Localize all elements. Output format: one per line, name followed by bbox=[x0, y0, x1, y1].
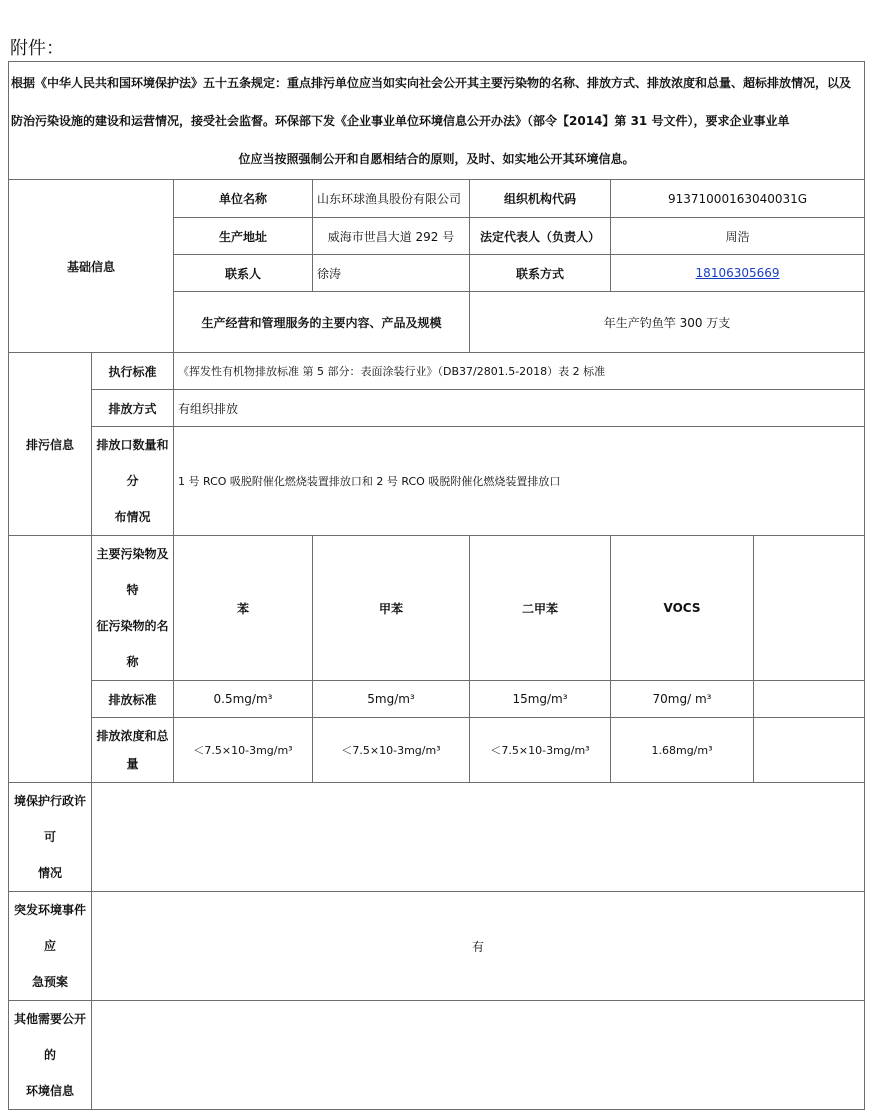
pollutant-name-blank bbox=[754, 536, 865, 681]
pollutant-name: 二甲苯 bbox=[470, 536, 611, 681]
environment-info-table bbox=[8, 61, 865, 1110]
emission-standard-value: 15mg/m³ bbox=[470, 681, 611, 718]
emergency-label bbox=[9, 892, 92, 1001]
concentration-label-line1: 排放浓度和总 bbox=[96, 729, 169, 743]
pollutant-section-blank bbox=[9, 536, 92, 783]
business-label: 生产经营和管理服务的主要内容、产品及规模 bbox=[174, 292, 470, 353]
contact-value: 徐涛 bbox=[313, 255, 470, 292]
pollutant-name-label bbox=[92, 536, 174, 681]
intro-last-line: 位应当按照强制公开和自愿相结合的原则，及时、如实地公开其环境信息。 bbox=[238, 151, 635, 166]
outlets-label-line2: 布情况 bbox=[114, 510, 151, 524]
permit-label-line1: 境保护行政许可 bbox=[13, 794, 86, 844]
pollutant-name-label-line2: 征污染物的名称 bbox=[96, 619, 169, 669]
emission-standard-value: 70mg/ m³ bbox=[611, 681, 754, 718]
method-label: 排放方式 bbox=[92, 390, 174, 427]
address-label: 生产地址 bbox=[174, 218, 313, 255]
legal-rep-label: 法定代表人（负责人） bbox=[470, 218, 611, 255]
pollutant-name: 苯 bbox=[174, 536, 313, 681]
legal-rep-value: 周浩 bbox=[611, 218, 865, 255]
other-info-label-line2: 环境信息 bbox=[25, 1084, 74, 1098]
phone-link[interactable]: 18106305669 bbox=[695, 266, 780, 280]
standard-label: 执行标准 bbox=[92, 353, 174, 390]
intro-paragraph bbox=[9, 62, 865, 180]
basic-info-section-label: 基础信息 bbox=[9, 180, 174, 353]
pollutant-name: VOCS bbox=[611, 536, 754, 681]
emergency-value: 有 bbox=[92, 892, 865, 1001]
concentration-value: 1.68mg/m³ bbox=[611, 718, 754, 783]
concentration-label-line2: 量 bbox=[126, 757, 139, 771]
emission-standard-blank bbox=[754, 681, 865, 718]
outlets-label bbox=[92, 427, 174, 536]
other-info-label-line1: 其他需要公开的 bbox=[13, 1012, 86, 1062]
outlets-label-line1: 排放口数量和分 bbox=[96, 438, 169, 488]
concentration-value: ＜7.5×10-3mg/m³ bbox=[313, 718, 470, 783]
permit-value bbox=[92, 783, 865, 892]
method-value: 有组织排放 bbox=[174, 390, 865, 427]
unit-name-value: 山东环球渔具股份有限公司 bbox=[313, 180, 470, 218]
phone-cell bbox=[611, 255, 865, 292]
org-code-label: 组织机构代码 bbox=[470, 180, 611, 218]
other-info-value bbox=[92, 1001, 865, 1110]
unit-name-label: 单位名称 bbox=[174, 180, 313, 218]
permit-label-line2: 情况 bbox=[37, 866, 62, 880]
emission-standard-label: 排放标准 bbox=[92, 681, 174, 718]
business-value: 年生产钓鱼竿 300 万支 bbox=[470, 292, 865, 353]
pollutant-name-label-line1: 主要污染物及特 bbox=[96, 547, 169, 597]
emission-standard-value: 5mg/m³ bbox=[313, 681, 470, 718]
permit-label bbox=[9, 783, 92, 892]
attachment-label: 附件： bbox=[10, 38, 64, 59]
concentration-label bbox=[92, 718, 174, 783]
outlets-value: 1 号 RCO 吸脱附催化燃烧装置排放口和 2 号 RCO 吸脱附催化燃烧装置排放口 bbox=[174, 427, 865, 536]
emergency-label-line1: 突发环境事件应 bbox=[13, 903, 86, 953]
pollutant-name: 甲苯 bbox=[313, 536, 470, 681]
concentration-value: ＜7.5×10-3mg/m³ bbox=[470, 718, 611, 783]
standard-value: 《挥发性有机物排放标准 第 5 部分：表面涂装行业》（DB37/2801.5-2018）表 2 标准 bbox=[174, 353, 865, 390]
emission-standard-value: 0.5mg/m³ bbox=[174, 681, 313, 718]
emergency-label-line2: 急预案 bbox=[31, 975, 68, 989]
other-info-label bbox=[9, 1001, 92, 1110]
address-value: 威海市世昌大道 292 号 bbox=[313, 218, 470, 255]
concentration-value: ＜7.5×10-3mg/m³ bbox=[174, 718, 313, 783]
contact-label: 联系人 bbox=[174, 255, 313, 292]
discharge-section-label: 排污信息 bbox=[9, 353, 92, 536]
phone-label: 联系方式 bbox=[470, 255, 611, 292]
org-code-value: 91371000163040031G bbox=[611, 180, 865, 218]
intro-main-text: 根据《中华人民共和国环境保护法》五十五条规定：重点排污单位应当如实向社会公开其主要污染物的名称、排放方式、排放浓度和总量、超标排放情况，以及防治污染设施的建设和运营情况，接受社会监督。环保部下发《企业事业单位环境信息公开办法》（部令【2014】第 31 号文件），要求企业事业单 bbox=[11, 75, 852, 128]
concentration-blank bbox=[754, 718, 865, 783]
